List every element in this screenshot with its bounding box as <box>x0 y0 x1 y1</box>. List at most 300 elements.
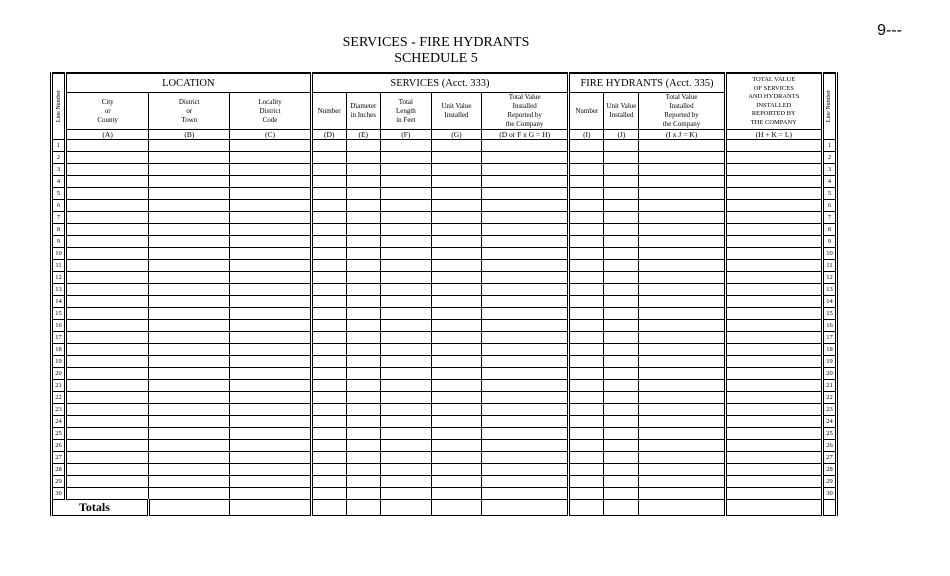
entry-cell[interactable] <box>431 152 481 164</box>
entry-cell[interactable] <box>569 428 604 440</box>
entry-cell[interactable] <box>380 440 431 452</box>
entry-cell[interactable] <box>230 392 311 404</box>
entry-cell[interactable] <box>482 284 569 296</box>
entry-cell[interactable] <box>66 452 149 464</box>
entry-cell[interactable] <box>311 200 346 212</box>
entry-cell[interactable] <box>639 380 725 392</box>
entry-cell[interactable] <box>66 176 149 188</box>
entry-cell[interactable] <box>482 440 569 452</box>
entry-cell[interactable] <box>311 392 346 404</box>
entry-cell[interactable] <box>431 368 481 380</box>
entry-cell[interactable] <box>66 140 149 152</box>
entry-cell[interactable] <box>149 176 230 188</box>
entry-cell[interactable] <box>725 188 822 200</box>
entry-cell[interactable] <box>639 212 725 224</box>
entry-cell[interactable] <box>66 248 149 260</box>
entry-cell[interactable] <box>66 236 149 248</box>
entry-cell[interactable] <box>639 416 725 428</box>
entry-cell[interactable] <box>569 320 604 332</box>
entry-cell[interactable] <box>66 212 149 224</box>
entry-cell[interactable] <box>311 296 346 308</box>
totals-cell[interactable] <box>431 500 481 516</box>
entry-cell[interactable] <box>230 428 311 440</box>
entry-cell[interactable] <box>431 200 481 212</box>
entry-cell[interactable] <box>311 224 346 236</box>
entry-cell[interactable] <box>149 284 230 296</box>
entry-cell[interactable] <box>230 356 311 368</box>
totals-cell[interactable] <box>230 500 311 516</box>
entry-cell[interactable] <box>431 392 481 404</box>
entry-cell[interactable] <box>149 272 230 284</box>
totals-cell[interactable] <box>149 500 230 516</box>
entry-cell[interactable] <box>639 320 725 332</box>
entry-cell[interactable] <box>346 380 380 392</box>
entry-cell[interactable] <box>569 224 604 236</box>
entry-cell[interactable] <box>482 428 569 440</box>
entry-cell[interactable] <box>604 488 639 500</box>
entry-cell[interactable] <box>380 416 431 428</box>
entry-cell[interactable] <box>725 284 822 296</box>
entry-cell[interactable] <box>431 404 481 416</box>
entry-cell[interactable] <box>346 296 380 308</box>
entry-cell[interactable] <box>604 272 639 284</box>
entry-cell[interactable] <box>604 224 639 236</box>
entry-cell[interactable] <box>569 236 604 248</box>
entry-cell[interactable] <box>230 404 311 416</box>
entry-cell[interactable] <box>149 476 230 488</box>
entry-cell[interactable] <box>569 476 604 488</box>
entry-cell[interactable] <box>431 380 481 392</box>
entry-cell[interactable] <box>639 308 725 320</box>
entry-cell[interactable] <box>66 464 149 476</box>
entry-cell[interactable] <box>431 164 481 176</box>
entry-cell[interactable] <box>230 188 311 200</box>
entry-cell[interactable] <box>639 236 725 248</box>
entry-cell[interactable] <box>311 440 346 452</box>
entry-cell[interactable] <box>482 272 569 284</box>
entry-cell[interactable] <box>604 416 639 428</box>
entry-cell[interactable] <box>431 272 481 284</box>
entry-cell[interactable] <box>66 344 149 356</box>
entry-cell[interactable] <box>569 392 604 404</box>
entry-cell[interactable] <box>482 152 569 164</box>
entry-cell[interactable] <box>230 284 311 296</box>
entry-cell[interactable] <box>346 452 380 464</box>
entry-cell[interactable] <box>604 344 639 356</box>
entry-cell[interactable] <box>380 356 431 368</box>
entry-cell[interactable] <box>431 176 481 188</box>
entry-cell[interactable] <box>380 488 431 500</box>
entry-cell[interactable] <box>311 356 346 368</box>
entry-cell[interactable] <box>66 272 149 284</box>
entry-cell[interactable] <box>604 140 639 152</box>
entry-cell[interactable] <box>230 140 311 152</box>
entry-cell[interactable] <box>569 272 604 284</box>
totals-cell[interactable] <box>482 500 569 516</box>
entry-cell[interactable] <box>725 404 822 416</box>
entry-cell[interactable] <box>431 308 481 320</box>
entry-cell[interactable] <box>604 332 639 344</box>
entry-cell[interactable] <box>639 440 725 452</box>
entry-cell[interactable] <box>431 236 481 248</box>
entry-cell[interactable] <box>431 344 481 356</box>
entry-cell[interactable] <box>380 296 431 308</box>
entry-cell[interactable] <box>725 368 822 380</box>
entry-cell[interactable] <box>149 428 230 440</box>
entry-cell[interactable] <box>149 392 230 404</box>
entry-cell[interactable] <box>725 176 822 188</box>
entry-cell[interactable] <box>380 476 431 488</box>
entry-cell[interactable] <box>346 152 380 164</box>
entry-cell[interactable] <box>66 308 149 320</box>
entry-cell[interactable] <box>380 308 431 320</box>
entry-cell[interactable] <box>66 332 149 344</box>
entry-cell[interactable] <box>230 416 311 428</box>
entry-cell[interactable] <box>639 152 725 164</box>
entry-cell[interactable] <box>311 188 346 200</box>
entry-cell[interactable] <box>149 248 230 260</box>
entry-cell[interactable] <box>639 296 725 308</box>
entry-cell[interactable] <box>230 152 311 164</box>
entry-cell[interactable] <box>431 452 481 464</box>
entry-cell[interactable] <box>569 380 604 392</box>
entry-cell[interactable] <box>149 224 230 236</box>
entry-cell[interactable] <box>346 332 380 344</box>
entry-cell[interactable] <box>66 488 149 500</box>
entry-cell[interactable] <box>149 188 230 200</box>
entry-cell[interactable] <box>66 320 149 332</box>
entry-cell[interactable] <box>311 176 346 188</box>
entry-cell[interactable] <box>639 476 725 488</box>
entry-cell[interactable] <box>569 200 604 212</box>
entry-cell[interactable] <box>346 260 380 272</box>
entry-cell[interactable] <box>380 428 431 440</box>
entry-cell[interactable] <box>346 344 380 356</box>
entry-cell[interactable] <box>482 368 569 380</box>
entry-cell[interactable] <box>230 296 311 308</box>
entry-cell[interactable] <box>66 224 149 236</box>
entry-cell[interactable] <box>149 308 230 320</box>
entry-cell[interactable] <box>346 176 380 188</box>
entry-cell[interactable] <box>66 284 149 296</box>
entry-cell[interactable] <box>482 488 569 500</box>
entry-cell[interactable] <box>230 200 311 212</box>
entry-cell[interactable] <box>149 440 230 452</box>
entry-cell[interactable] <box>482 212 569 224</box>
entry-cell[interactable] <box>569 284 604 296</box>
entry-cell[interactable] <box>230 488 311 500</box>
entry-cell[interactable] <box>725 392 822 404</box>
entry-cell[interactable] <box>482 176 569 188</box>
entry-cell[interactable] <box>380 452 431 464</box>
entry-cell[interactable] <box>380 200 431 212</box>
entry-cell[interactable] <box>482 260 569 272</box>
entry-cell[interactable] <box>311 452 346 464</box>
entry-cell[interactable] <box>604 284 639 296</box>
entry-cell[interactable] <box>431 140 481 152</box>
entry-cell[interactable] <box>725 452 822 464</box>
entry-cell[interactable] <box>604 164 639 176</box>
entry-cell[interactable] <box>230 332 311 344</box>
entry-cell[interactable] <box>431 476 481 488</box>
entry-cell[interactable] <box>604 452 639 464</box>
entry-cell[interactable] <box>380 188 431 200</box>
entry-cell[interactable] <box>311 416 346 428</box>
entry-cell[interactable] <box>569 140 604 152</box>
entry-cell[interactable] <box>725 308 822 320</box>
entry-cell[interactable] <box>639 224 725 236</box>
entry-cell[interactable] <box>569 416 604 428</box>
entry-cell[interactable] <box>346 164 380 176</box>
entry-cell[interactable] <box>311 248 346 260</box>
entry-cell[interactable] <box>431 224 481 236</box>
entry-cell[interactable] <box>725 164 822 176</box>
entry-cell[interactable] <box>380 140 431 152</box>
totals-cell[interactable] <box>725 500 822 516</box>
entry-cell[interactable] <box>431 296 481 308</box>
entry-cell[interactable] <box>311 320 346 332</box>
entry-cell[interactable] <box>569 164 604 176</box>
entry-cell[interactable] <box>380 164 431 176</box>
entry-cell[interactable] <box>639 260 725 272</box>
entry-cell[interactable] <box>725 224 822 236</box>
entry-cell[interactable] <box>311 368 346 380</box>
entry-cell[interactable] <box>311 404 346 416</box>
entry-cell[interactable] <box>482 416 569 428</box>
entry-cell[interactable] <box>346 236 380 248</box>
entry-cell[interactable] <box>639 176 725 188</box>
entry-cell[interactable] <box>725 296 822 308</box>
entry-cell[interactable] <box>66 428 149 440</box>
entry-cell[interactable] <box>725 416 822 428</box>
entry-cell[interactable] <box>311 464 346 476</box>
entry-cell[interactable] <box>230 260 311 272</box>
entry-cell[interactable] <box>311 476 346 488</box>
entry-cell[interactable] <box>639 404 725 416</box>
entry-cell[interactable] <box>346 188 380 200</box>
entry-cell[interactable] <box>230 308 311 320</box>
entry-cell[interactable] <box>66 380 149 392</box>
entry-cell[interactable] <box>604 476 639 488</box>
entry-cell[interactable] <box>311 212 346 224</box>
entry-cell[interactable] <box>482 296 569 308</box>
entry-cell[interactable] <box>230 320 311 332</box>
entry-cell[interactable] <box>639 248 725 260</box>
entry-cell[interactable] <box>725 260 822 272</box>
entry-cell[interactable] <box>725 356 822 368</box>
entry-cell[interactable] <box>380 152 431 164</box>
entry-cell[interactable] <box>482 476 569 488</box>
entry-cell[interactable] <box>431 356 481 368</box>
entry-cell[interactable] <box>725 236 822 248</box>
entry-cell[interactable] <box>346 320 380 332</box>
entry-cell[interactable] <box>569 464 604 476</box>
entry-cell[interactable] <box>66 416 149 428</box>
entry-cell[interactable] <box>604 356 639 368</box>
entry-cell[interactable] <box>311 260 346 272</box>
entry-cell[interactable] <box>604 236 639 248</box>
entry-cell[interactable] <box>639 464 725 476</box>
entry-cell[interactable] <box>230 344 311 356</box>
entry-cell[interactable] <box>230 212 311 224</box>
entry-cell[interactable] <box>346 308 380 320</box>
entry-cell[interactable] <box>482 236 569 248</box>
entry-cell[interactable] <box>311 380 346 392</box>
entry-cell[interactable] <box>311 272 346 284</box>
entry-cell[interactable] <box>431 188 481 200</box>
entry-cell[interactable] <box>725 488 822 500</box>
entry-cell[interactable] <box>482 332 569 344</box>
entry-cell[interactable] <box>230 464 311 476</box>
entry-cell[interactable] <box>604 404 639 416</box>
entry-cell[interactable] <box>482 344 569 356</box>
entry-cell[interactable] <box>569 260 604 272</box>
entry-cell[interactable] <box>346 416 380 428</box>
entry-cell[interactable] <box>639 344 725 356</box>
entry-cell[interactable] <box>66 392 149 404</box>
entry-cell[interactable] <box>482 248 569 260</box>
totals-cell[interactable] <box>604 500 639 516</box>
entry-cell[interactable] <box>431 440 481 452</box>
entry-cell[interactable] <box>380 284 431 296</box>
entry-cell[interactable] <box>149 356 230 368</box>
entry-cell[interactable] <box>149 152 230 164</box>
entry-cell[interactable] <box>725 344 822 356</box>
entry-cell[interactable] <box>569 344 604 356</box>
entry-cell[interactable] <box>346 140 380 152</box>
entry-cell[interactable] <box>66 188 149 200</box>
entry-cell[interactable] <box>569 452 604 464</box>
entry-cell[interactable] <box>230 272 311 284</box>
entry-cell[interactable] <box>569 368 604 380</box>
entry-cell[interactable] <box>725 140 822 152</box>
entry-cell[interactable] <box>346 404 380 416</box>
entry-cell[interactable] <box>230 452 311 464</box>
entry-cell[interactable] <box>380 320 431 332</box>
entry-cell[interactable] <box>66 200 149 212</box>
entry-cell[interactable] <box>380 236 431 248</box>
entry-cell[interactable] <box>149 164 230 176</box>
entry-cell[interactable] <box>230 440 311 452</box>
entry-cell[interactable] <box>66 260 149 272</box>
entry-cell[interactable] <box>149 200 230 212</box>
entry-cell[interactable] <box>482 308 569 320</box>
entry-cell[interactable] <box>725 320 822 332</box>
entry-cell[interactable] <box>230 380 311 392</box>
entry-cell[interactable] <box>149 452 230 464</box>
entry-cell[interactable] <box>346 392 380 404</box>
entry-cell[interactable] <box>380 248 431 260</box>
entry-cell[interactable] <box>431 212 481 224</box>
entry-cell[interactable] <box>311 152 346 164</box>
entry-cell[interactable] <box>725 464 822 476</box>
entry-cell[interactable] <box>482 356 569 368</box>
entry-cell[interactable] <box>346 212 380 224</box>
entry-cell[interactable] <box>66 476 149 488</box>
entry-cell[interactable] <box>569 440 604 452</box>
entry-cell[interactable] <box>639 332 725 344</box>
entry-cell[interactable] <box>346 476 380 488</box>
entry-cell[interactable] <box>149 296 230 308</box>
entry-cell[interactable] <box>380 176 431 188</box>
entry-cell[interactable] <box>725 428 822 440</box>
entry-cell[interactable] <box>230 176 311 188</box>
entry-cell[interactable] <box>346 272 380 284</box>
entry-cell[interactable] <box>639 284 725 296</box>
entry-cell[interactable] <box>639 452 725 464</box>
entry-cell[interactable] <box>604 380 639 392</box>
entry-cell[interactable] <box>604 260 639 272</box>
entry-cell[interactable] <box>149 236 230 248</box>
entry-cell[interactable] <box>311 332 346 344</box>
entry-cell[interactable] <box>66 356 149 368</box>
entry-cell[interactable] <box>604 296 639 308</box>
entry-cell[interactable] <box>346 356 380 368</box>
entry-cell[interactable] <box>569 152 604 164</box>
entry-cell[interactable] <box>482 224 569 236</box>
entry-cell[interactable] <box>482 200 569 212</box>
entry-cell[interactable] <box>149 404 230 416</box>
entry-cell[interactable] <box>725 212 822 224</box>
entry-cell[interactable] <box>149 488 230 500</box>
entry-cell[interactable] <box>311 488 346 500</box>
entry-cell[interactable] <box>431 332 481 344</box>
entry-cell[interactable] <box>639 200 725 212</box>
entry-cell[interactable] <box>604 212 639 224</box>
entry-cell[interactable] <box>569 176 604 188</box>
entry-cell[interactable] <box>66 152 149 164</box>
entry-cell[interactable] <box>346 464 380 476</box>
entry-cell[interactable] <box>149 368 230 380</box>
entry-cell[interactable] <box>149 464 230 476</box>
entry-cell[interactable] <box>725 476 822 488</box>
entry-cell[interactable] <box>311 344 346 356</box>
entry-cell[interactable] <box>380 260 431 272</box>
entry-cell[interactable] <box>604 368 639 380</box>
entry-cell[interactable] <box>380 404 431 416</box>
entry-cell[interactable] <box>149 332 230 344</box>
entry-cell[interactable] <box>639 140 725 152</box>
entry-cell[interactable] <box>431 488 481 500</box>
entry-cell[interactable] <box>569 248 604 260</box>
entry-cell[interactable] <box>639 356 725 368</box>
entry-cell[interactable] <box>604 392 639 404</box>
entry-cell[interactable] <box>66 296 149 308</box>
entry-cell[interactable] <box>66 440 149 452</box>
entry-cell[interactable] <box>346 224 380 236</box>
entry-cell[interactable] <box>604 428 639 440</box>
entry-cell[interactable] <box>149 380 230 392</box>
entry-cell[interactable] <box>569 188 604 200</box>
totals-cell[interactable] <box>380 500 431 516</box>
entry-cell[interactable] <box>230 224 311 236</box>
entry-cell[interactable] <box>604 308 639 320</box>
entry-cell[interactable] <box>604 188 639 200</box>
entry-cell[interactable] <box>639 188 725 200</box>
entry-cell[interactable] <box>311 236 346 248</box>
entry-cell[interactable] <box>569 356 604 368</box>
entry-cell[interactable] <box>380 464 431 476</box>
entry-cell[interactable] <box>725 332 822 344</box>
entry-cell[interactable] <box>149 344 230 356</box>
entry-cell[interactable] <box>604 152 639 164</box>
entry-cell[interactable] <box>346 200 380 212</box>
entry-cell[interactable] <box>346 428 380 440</box>
totals-cell[interactable] <box>639 500 725 516</box>
entry-cell[interactable] <box>482 464 569 476</box>
entry-cell[interactable] <box>725 200 822 212</box>
entry-cell[interactable] <box>725 152 822 164</box>
